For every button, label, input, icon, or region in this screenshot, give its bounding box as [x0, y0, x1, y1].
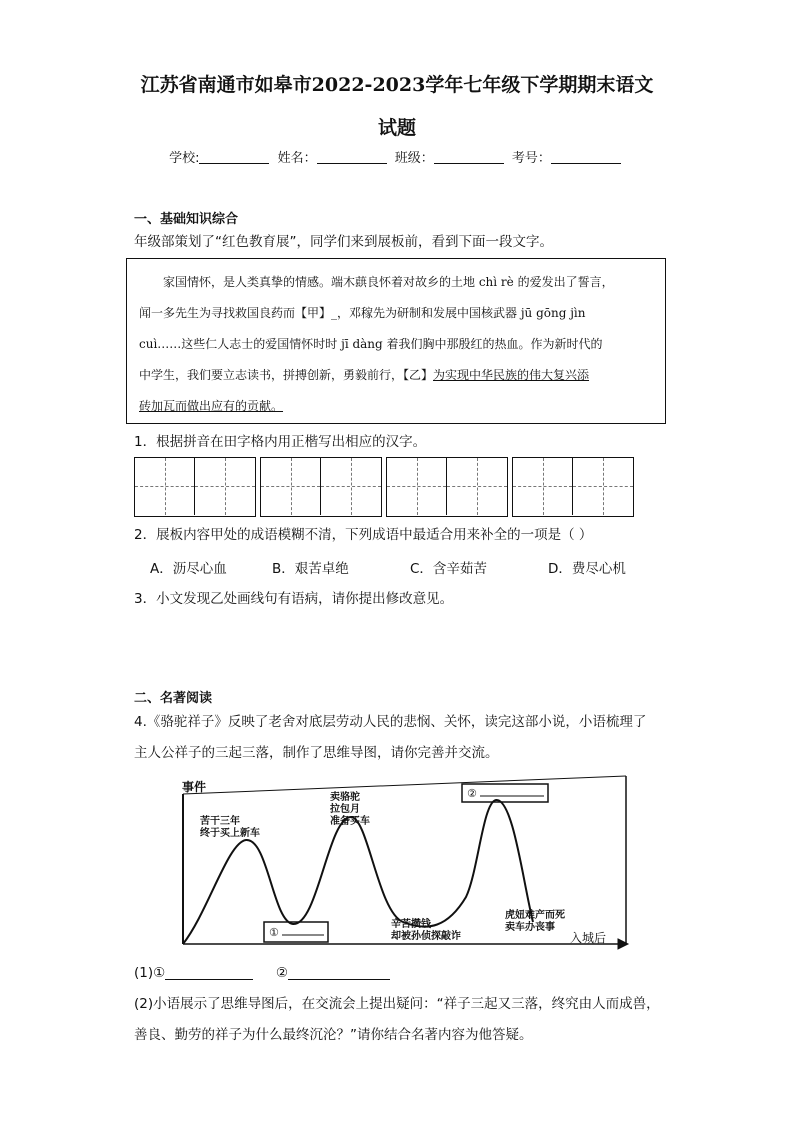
- question-4: 4.《骆驼祥子》反映了老舍对底层劳动人民的悲悯、关怀，读完这部小说，小语梳理了: [134, 714, 647, 730]
- valley3-label: 卖车办丧事: [505, 922, 555, 933]
- section-heading: 一、基础知识综合: [134, 212, 239, 227]
- box2-marker: ②: [467, 787, 477, 800]
- question-4-cont: 主人公祥子的三起三落，制作了思维导图，请你完善并交流。: [134, 745, 499, 761]
- school-field[interactable]: [199, 151, 269, 164]
- passage-line: 闻一多先生为寻找救国良药而【甲】_，邓稼先为研制和发展中国核武器 jū gōng jìn: [139, 306, 586, 320]
- passage-line: [139, 367, 655, 383]
- answer-blank-1[interactable]: [165, 965, 253, 980]
- name-field[interactable]: [317, 151, 387, 164]
- question-3: 3．小文发现乙处画线句有语病，请你提出修改意见。: [134, 591, 454, 607]
- underlined-sentence: 为实现中华民族的伟大复兴添: [433, 368, 590, 382]
- peak1-label: 终于买上新车: [200, 828, 260, 839]
- y-axis-label: 事件: [182, 780, 207, 794]
- answer-label-2: ②: [275, 965, 288, 981]
- tianzige-grid[interactable]: [386, 457, 508, 517]
- valley2-label: 却被孙侦探敲诈: [391, 931, 461, 942]
- name-label: 姓名：: [277, 151, 317, 166]
- student-info-row: [0, 147, 794, 166]
- passage-box: [126, 258, 666, 424]
- mind-map-diagram: [178, 772, 630, 952]
- question-4-2: (2)小语展示了思维导图后，在交流会上提出疑问：“祥子三起又三落，终究由人而成兽，: [134, 996, 660, 1012]
- valley3-label: 虎妞难产而死: [505, 910, 565, 921]
- tianzige-grid[interactable]: [134, 457, 256, 517]
- page-title: 江苏省南通市如皋市2022-2023学年七年级下学期期末语文: [140, 74, 654, 96]
- class-field[interactable]: [434, 151, 504, 164]
- top-border: [183, 776, 626, 794]
- question-2: 2．展板内容甲处的成语模糊不清，下列成语中最适合用来补全的一项是（ ）: [134, 527, 593, 543]
- tianzige-grid[interactable]: [512, 457, 634, 517]
- option-c[interactable]: C．含辛茹苦: [410, 561, 487, 577]
- class-label: 班级：: [394, 151, 434, 166]
- peak2-label: 卖骆驼: [330, 792, 360, 803]
- section-heading: 二、名著阅读: [134, 691, 213, 706]
- exam-number-label: 考号：: [511, 151, 551, 166]
- valley2-label: 辛苦攒钱: [391, 919, 431, 930]
- section-intro: 年级部策划了“红色教育展”，同学们来到展板前，看到下面一段文字。: [134, 234, 553, 250]
- tianzige-grid[interactable]: [260, 457, 382, 517]
- option-b[interactable]: B．艰苦卓绝: [272, 561, 349, 577]
- peak1-label: 苦干三年: [200, 816, 240, 827]
- peak2-label: 拉包月: [330, 804, 360, 815]
- passage-line-text: 中学生，我们要立志读书，拼搏创新，勇毅前行，【乙】: [139, 368, 434, 382]
- answer-label-1: (1)①: [134, 965, 166, 981]
- question-1: 1．根据拼音在田字格内用正楷写出相应的汉字。: [134, 434, 427, 450]
- exam-number-field[interactable]: [551, 151, 621, 164]
- box1-marker: ①: [269, 926, 279, 939]
- passage-line: cuì……这些仁人志士的爱国情怀时时 jī dàng 着我们胸中那殷红的热血。作为新时代的: [139, 337, 603, 351]
- peak2-label: 准备买车: [330, 816, 370, 827]
- question-4-2-cont: 善良、勤劳的祥子为什么最终沉沦？”请你结合名著内容为他答疑。: [134, 1027, 533, 1043]
- page-title-line2: 试题: [377, 117, 416, 139]
- answer-row: [134, 962, 390, 984]
- school-label: 学校:: [169, 151, 200, 166]
- answer-blank-2[interactable]: [288, 965, 390, 980]
- option-d[interactable]: D．费尽心机: [548, 561, 626, 577]
- option-a[interactable]: A．沥尽心血: [150, 561, 227, 577]
- x-axis-label: 入城后: [570, 931, 607, 945]
- underlined-sentence-end: 砖加瓦而做出应有的贡献。: [139, 399, 284, 413]
- passage-line: 家国情怀，是人类真挚的情感。端木蕻良怀着对故乡的土地 chì rè 的爱发出了誓言，: [163, 275, 614, 289]
